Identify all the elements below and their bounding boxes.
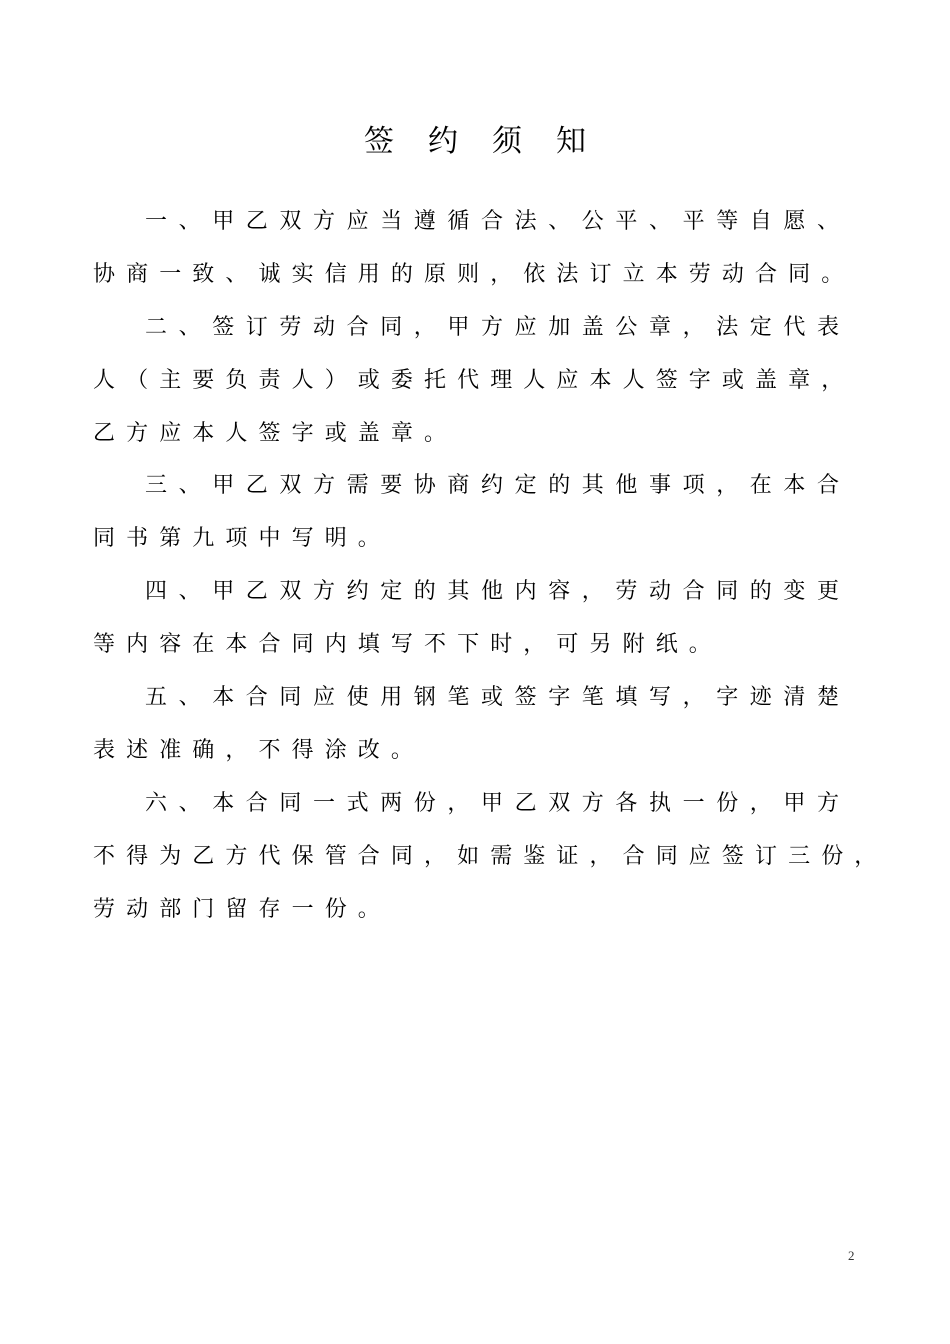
text-line: 六、本合同一式两份，甲乙双方各执一份，甲方 (145, 791, 851, 816)
text-line: 五、本合同应使用钢笔或签字笔填写，字迹清楚 (145, 685, 851, 710)
text-line: 三、甲乙双方需要协商约定的其他事项，在本合 (145, 473, 851, 498)
text-line: 表述准确，不得涂改。 (93, 738, 425, 763)
text-line: 劳动部门留存一份。 (93, 897, 391, 922)
text-line: 协商一致、诚实信用的原则，依法订立本劳动合同。 (93, 262, 855, 287)
text-line: 同书第九项中写明。 (93, 526, 391, 551)
page-title: 签约须知 (364, 124, 620, 159)
text-line: 二、签订劳动合同，甲方应加盖公章，法定代表 (145, 315, 851, 340)
page-number: 2 (848, 1248, 855, 1263)
text-line: 等内容在本合同内填写不下时，可另附纸。 (93, 632, 722, 657)
text-line: 不得为乙方代保管合同，如需鉴证，合同应签订三份， (93, 844, 888, 869)
text-line: 人（主要负责人）或委托代理人应本人签字或盖章， (93, 368, 855, 393)
text-line: 一、甲乙双方应当遵循合法、公平、平等自愿、 (145, 209, 851, 234)
text-line: 四、甲乙双方约定的其他内容，劳动合同的变更 (145, 579, 851, 604)
text-line: 乙方应本人签字或盖章。 (93, 421, 458, 446)
